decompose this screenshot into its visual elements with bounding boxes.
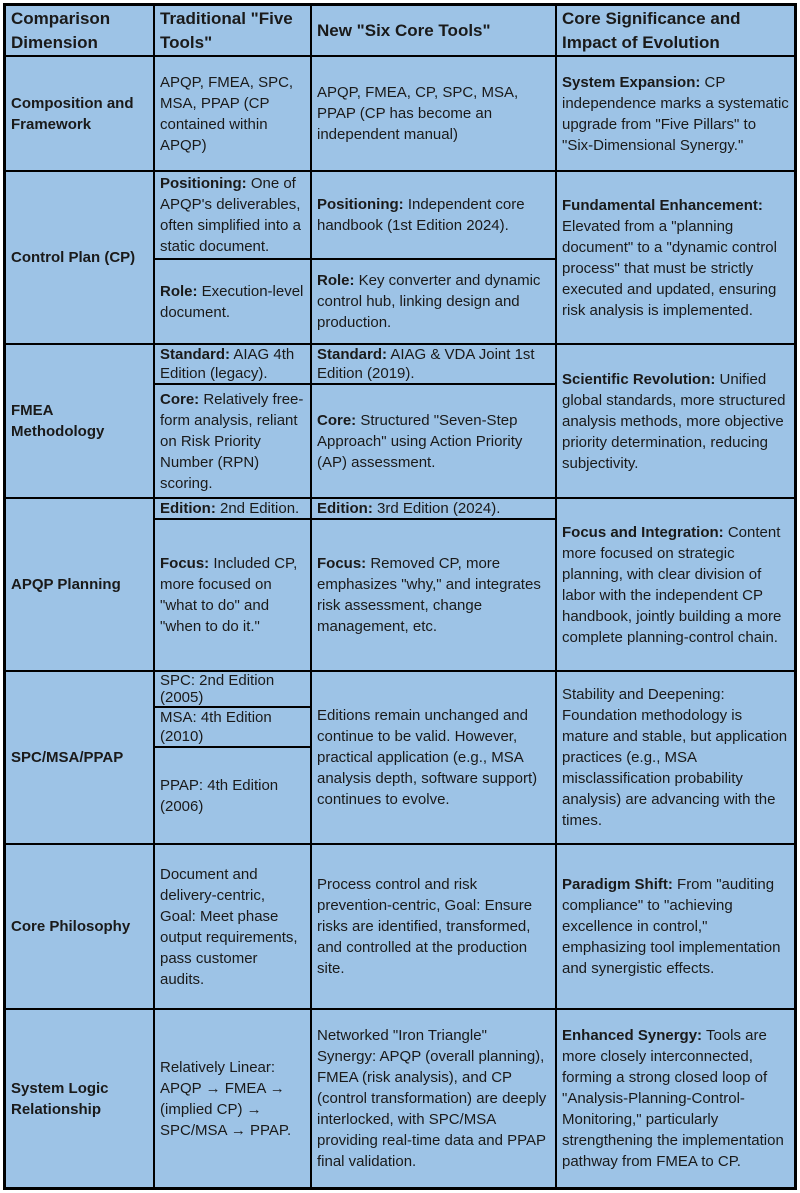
cell-text: Focus and Integration: Content more focused on strategic planning, with clear division of labor with the independent CP handbook, jointly building a more complete planning-control chain. — [562, 523, 782, 646]
cell-text: Scientific Revolution: Unified global standards, more structured analysis methods, more objective priority determination, reducing subjectivity. — [562, 370, 786, 472]
significance-cell-composition — [557, 57, 794, 172]
cell-text: System Expansion: CP independence marks a systematic upgrade from "Five Pillars" to "Six-Dimensional Synergy." — [562, 73, 789, 154]
lead-label: Paradigm Shift: — [562, 876, 673, 893]
new-tools-subcell-edition: Edition: 3rd Edition (2024). — [312, 499, 555, 520]
traditional-subcell-core: Core: Relatively free-form analysis, reliant on Risk Priority Number (RPN) scoring. — [160, 390, 304, 492]
new-tools-subcell-core: Core: Structured "Seven-Step Approach" using Action Priority (AP) assessment. — [317, 411, 523, 471]
traditional-subcell-focus: Focus: Included CP, more focused on "what to do" and "when to do it." — [160, 555, 298, 635]
significance-cell-fmea — [557, 345, 794, 499]
traditional-cell-spc-msa-ppap — [155, 672, 312, 845]
lead-label: Positioning: — [317, 196, 404, 213]
traditional-subcell-role: Role: Execution-level document. — [160, 282, 304, 321]
traditional-cell-composition — [155, 57, 312, 172]
traditional-cell-control-plan — [155, 172, 312, 345]
new-tools-cell-apqp — [312, 499, 557, 672]
lead-label: Focus: — [160, 555, 210, 572]
five-vs-six-tools-comparison-table — [3, 3, 797, 1190]
traditional-subcell-msa: MSA: 4th Edition (2010) — [155, 708, 310, 748]
significance-cell-spc-msa-ppap — [557, 672, 794, 845]
significance-cell-apqp — [557, 499, 794, 672]
cell-text: Stability and Deepening: Foundation methodology is mature and stable, but application practices (e.g., MSA misclassification probability analysis) are advancing with the times. — [562, 686, 788, 829]
traditional-cell-fmea — [155, 345, 312, 499]
lead-label: Focus: — [317, 555, 367, 572]
traditional-cell-core-philosophy — [155, 845, 312, 1010]
cell-text: Enhanced Synergy: Tools are more closely interconnected, forming a strong closed loop of "Analysis-Planning-Control-Monitoring," particularly strengthening the implementation pathway from FMEA to CP. — [562, 1027, 784, 1170]
dimension-cell-spc-msa-ppap: SPC/MSA/PPAP — [6, 672, 155, 845]
lead-label: Standard: — [160, 346, 231, 363]
new-tools-subcell-standard: Standard: AIAG & VDA Joint 1st Edition (2019). — [312, 345, 555, 385]
cell-text: APQP, FMEA, SPC, MSA, PPAP (CP contained within APQP) — [160, 73, 294, 154]
lead-label: Core: — [317, 411, 357, 429]
lead-label: Role: — [317, 272, 355, 289]
new-tools-cell-spc-msa-ppap — [312, 672, 557, 845]
cell-text: Editions remain unchanged and continue to be valid. However, practical application (e.g., MSA analysis depth, software support) continues to evolve. — [317, 707, 538, 808]
cell-text: APQP, FMEA, CP, SPC, MSA, PPAP (CP has become an independent manual) — [317, 84, 519, 143]
dimension-cell-apqp: APQP Planning — [6, 499, 155, 672]
traditional-subcell-edition: Edition: 2nd Edition. — [155, 499, 310, 520]
header-comparison-dimension — [6, 6, 155, 57]
header-traditional-five-tools — [155, 6, 312, 57]
new-tools-cell-fmea — [312, 345, 557, 499]
significance-cell-system-logic — [557, 1010, 794, 1187]
lead-label: Core: — [160, 390, 200, 408]
new-tools-subcell-focus: Focus: Removed CP, more emphasizes "why," and integrates risk assessment, change management, etc. — [317, 555, 541, 635]
header-label: Comparison Dimension — [11, 8, 111, 52]
dimension-cell-composition: Composition and Framework — [6, 57, 155, 172]
cell-text: Relatively Linear: APQP → FMEA → (implied CP) → SPC/MSA → PPAP. — [160, 1058, 292, 1139]
traditional-cell-apqp — [155, 499, 312, 672]
new-tools-subcell-role: Role: Key converter and dynamic control hub, linking design and production. — [317, 272, 541, 331]
lead-label: System Expansion: — [562, 73, 701, 91]
lead-label: Fundamental Enhancement: — [562, 196, 763, 214]
dimension-cell-fmea: FMEA Methodology — [6, 345, 155, 499]
lead-label: Focus and Integration: — [562, 523, 724, 541]
dimension-cell-control-plan: Control Plan (CP) — [6, 172, 155, 345]
dimension-cell-system-logic: System Logic Relationship — [6, 1010, 155, 1187]
lead-label: Edition: — [317, 500, 373, 517]
cell-text: Process control and risk prevention-centric, Goal: Ensure risks are identified, transformed, and controlled at the production site. — [317, 876, 533, 977]
lead-label: Edition: — [160, 500, 216, 517]
lead-label: Standard: — [317, 346, 388, 363]
traditional-subcell-positioning: Positioning: One of APQP's deliverables, often simplified into a static document. — [155, 172, 310, 260]
new-tools-cell-composition — [312, 57, 557, 172]
header-core-significance — [557, 6, 794, 57]
significance-cell-core-philosophy — [557, 845, 794, 1010]
cell-text: Networked "Iron Triangle" Synergy: APQP (overall planning), FMEA (risk analysis), and CP (control transformation) are deeply interlocked, with SPC/MSA providing real-time data and PPAP final validation. — [317, 1027, 547, 1170]
lead-label: Positioning: — [160, 175, 247, 192]
new-tools-cell-core-philosophy — [312, 845, 557, 1010]
cell-text: Document and delivery-centric, Goal: Meet phase output requirements, pass customer audits. — [160, 865, 298, 988]
new-tools-subcell-positioning: Positioning: Independent core handbook (1st Edition 2024). — [312, 172, 555, 260]
header-label: Traditional "Five Tools" — [160, 8, 293, 52]
traditional-cell-system-logic — [155, 1010, 312, 1187]
cell-text: Fundamental Enhancement: Elevated from a "planning document" to a "dynamic control process" that must be strictly executed and updated, ensuring risk analysis is implemented. — [562, 196, 777, 319]
traditional-subcell-standard: Standard: AIAG 4th Edition (legacy). — [155, 345, 310, 385]
significance-cell-control-plan — [557, 172, 794, 345]
header-new-six-core-tools — [312, 6, 557, 57]
lead-label: Scientific Revolution: — [562, 370, 716, 388]
new-tools-cell-system-logic — [312, 1010, 557, 1187]
lead-label: Enhanced Synergy: — [562, 1027, 703, 1044]
new-tools-cell-control-plan — [312, 172, 557, 345]
dimension-cell-core-philosophy: Core Philosophy — [6, 845, 155, 1010]
traditional-subcell-spc: SPC: 2nd Edition (2005) — [155, 672, 310, 708]
header-label: New "Six Core Tools" — [317, 20, 491, 40]
header-label: Core Significance and Impact of Evolution — [562, 8, 741, 52]
lead-label: Role: — [160, 282, 198, 300]
cell-text: Paradigm Shift: From "auditing compliance" to "achieving excellence in control," emphasizing tool implementation and synergistic effects. — [562, 876, 781, 977]
traditional-subcell-ppap: PPAP: 4th Edition (2006) — [160, 776, 279, 815]
